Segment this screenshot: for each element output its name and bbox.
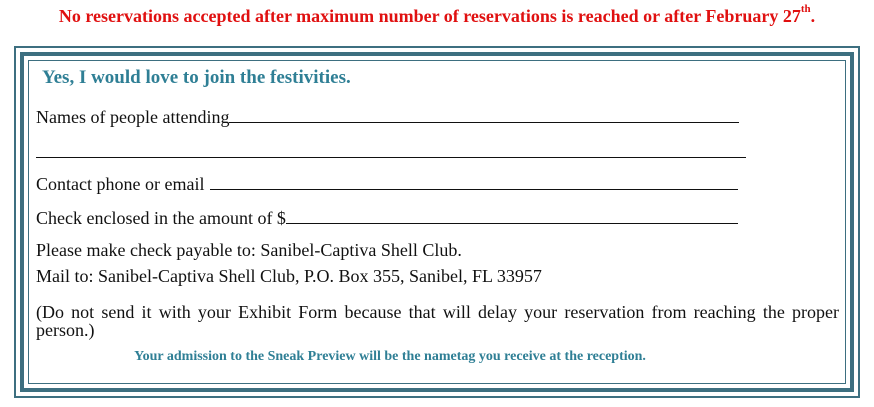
exhibit-form-caution: (Do not send it with your Exhibit Form because that will delay your reservation from reaching the proper person.) xyxy=(36,302,839,340)
notice-period: . xyxy=(810,6,816,26)
admission-note: Your admission to the Sneak Preview will be the nametag you receive at the reception. xyxy=(134,349,646,364)
names-continued-row xyxy=(36,143,746,158)
mailing-address-text: Mail to: Sanibel-Captiva Shell Club, P.O. Box 355, Sanibel, FL 33957 xyxy=(36,266,542,286)
notice-ordinal-suffix: th xyxy=(800,3,811,15)
rsvp-heading: Yes, I would love to join the festivities. xyxy=(42,67,351,88)
contact-field[interactable] xyxy=(210,175,738,190)
names-attending-field-continued[interactable] xyxy=(36,143,746,158)
contact-label: Contact phone or email xyxy=(36,174,205,194)
reservation-deadline-notice xyxy=(0,3,874,27)
names-attending-label: Names of people attending xyxy=(36,107,230,127)
names-attending-row xyxy=(36,107,739,128)
contact-row xyxy=(36,174,738,195)
notice-text: No reservations accepted after maximum number of reservations is reached or after February 27 xyxy=(58,6,801,26)
check-amount-row xyxy=(36,208,738,229)
check-amount-label: Check enclosed in the amount of $ xyxy=(36,208,286,228)
check-payable-text: Please make check payable to: Sanibel-Captiva Shell Club. xyxy=(36,240,462,260)
check-amount-field[interactable] xyxy=(286,209,738,224)
names-attending-field[interactable] xyxy=(229,108,739,123)
